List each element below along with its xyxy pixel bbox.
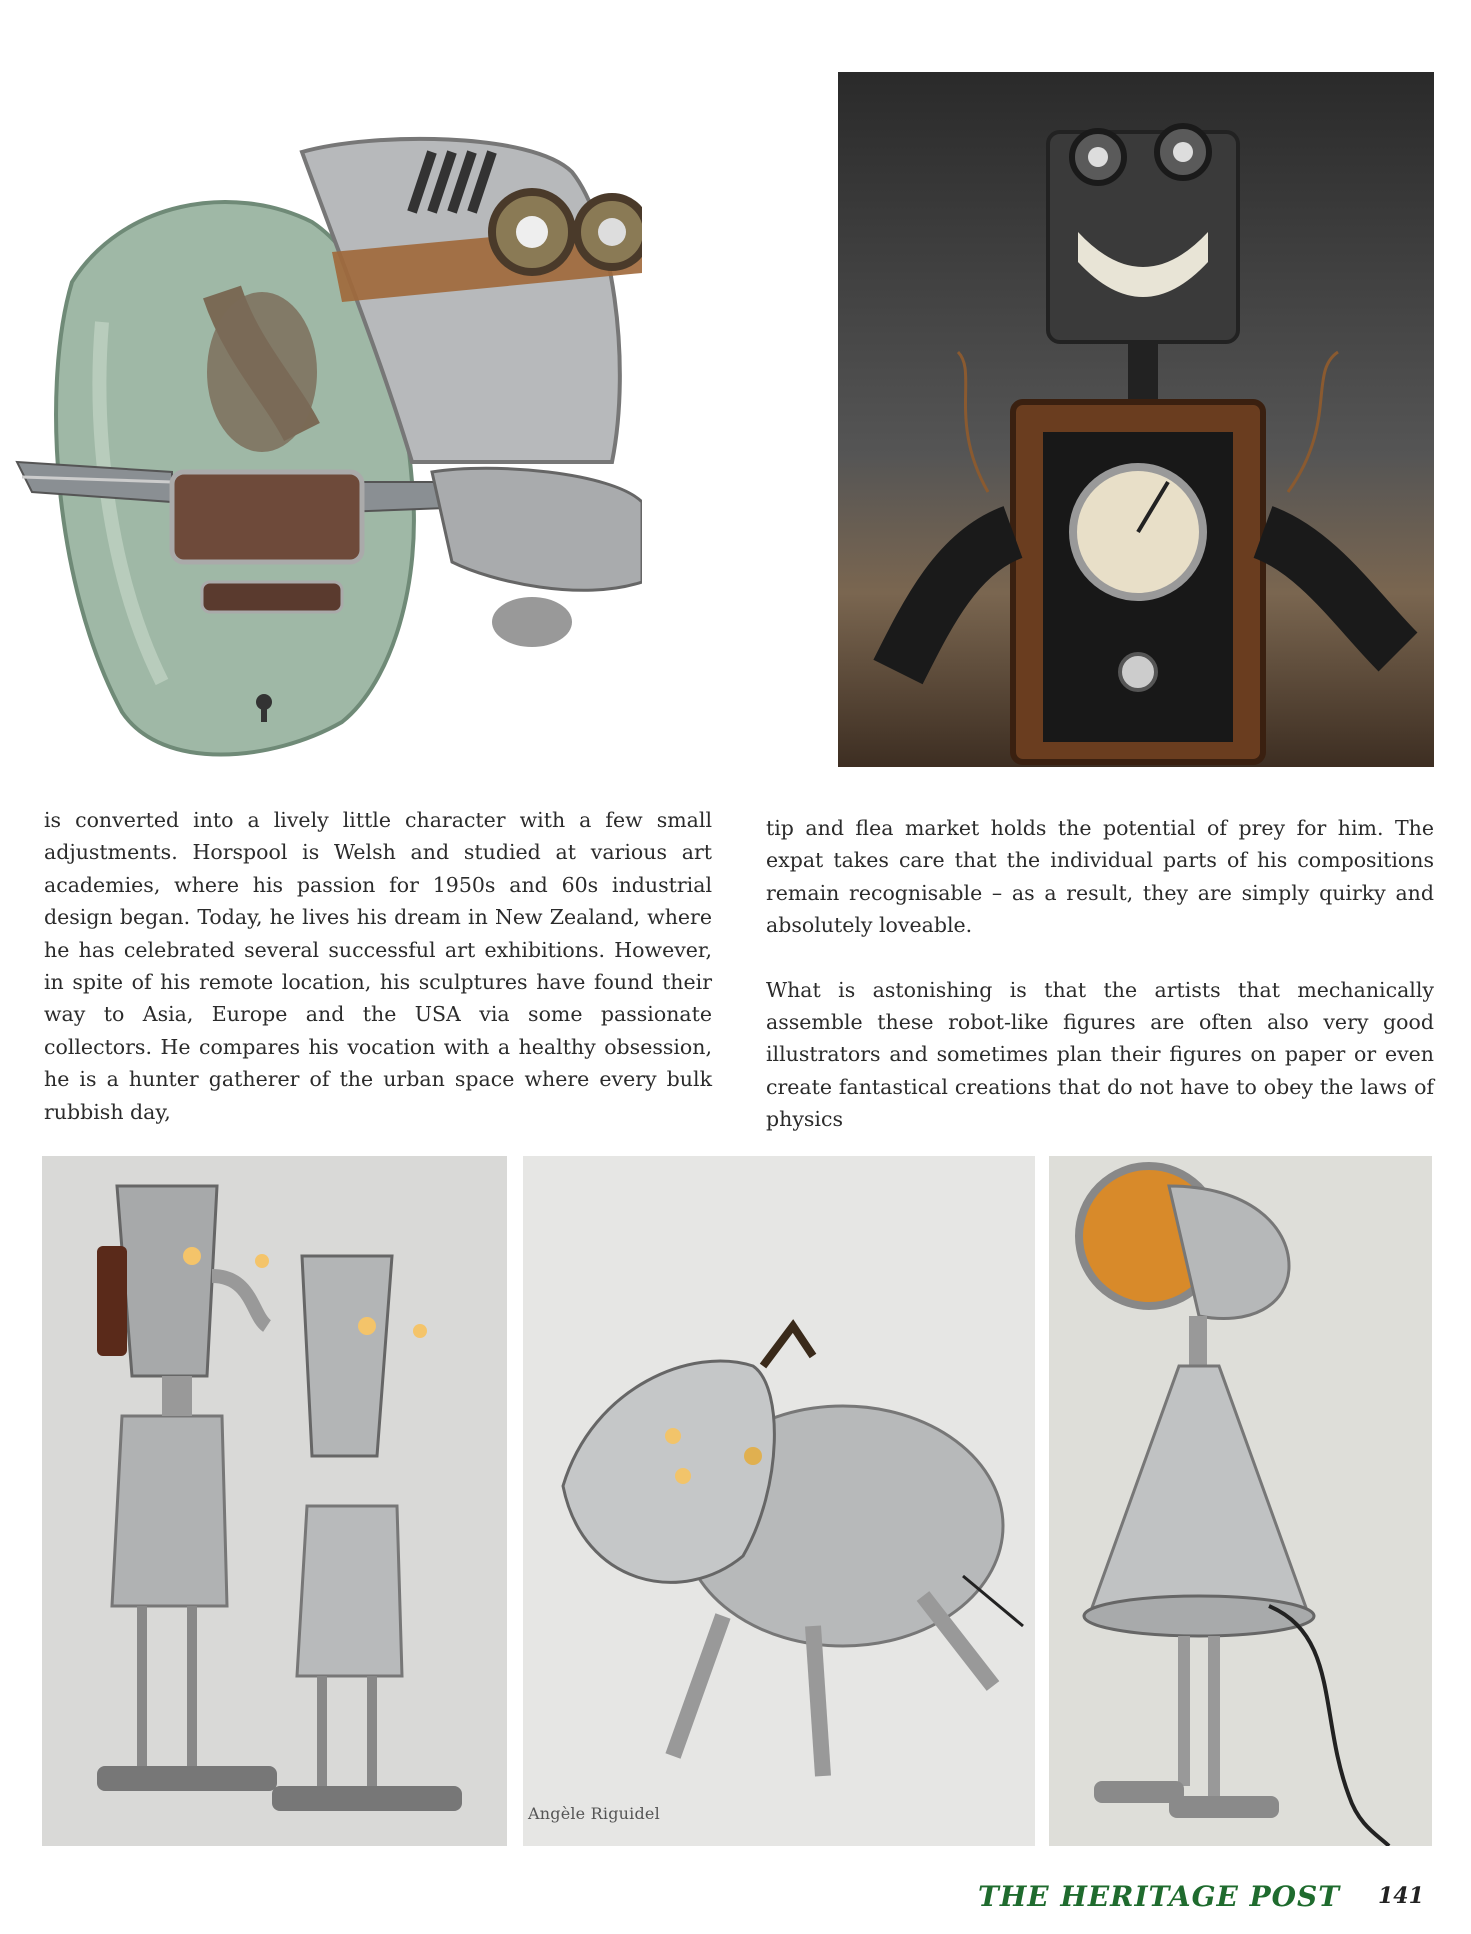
article-right-column [766, 812, 1434, 1136]
page-number: 141 [1378, 1883, 1424, 1909]
photo-credit-bottom: Angèle Riguidel [528, 1804, 660, 1823]
publication-title: THE HERITAGE POST [978, 1880, 1341, 1913]
photo-pig-robot [523, 1156, 1035, 1846]
article-paragraph-right-2: What is astonishing is that the artists that mechanically assemble these robot-like figures are often also very good illustrators and sometimes plan their figures on paper or even create fantastical creations that do not have to obey the laws of physics [766, 977, 1434, 1132]
photo-lamp-robot [1049, 1156, 1432, 1846]
article-paragraph-right-1: tip and flea market holds the potential of prey for him. The expat takes care that the individual parts of his compositions remain recognisable – as a result, they are simply quirky and absolutely loveable. [766, 816, 1434, 938]
article-left-column [44, 804, 712, 1128]
photo-robot-gauge [838, 72, 1434, 767]
article-paragraph-left: is converted into a lively little character with a few small adjustments. Horspool is Welsh and studied at various art academies, where his passion for 1950s and 60s industrial design began. Today, he lives his dream in New Zealand, where he has celebrated several successful art exhibitions. However, in spite of his remote location, his sculptures have found their way to Asia, Europe and the USA via some passionate collectors. He compares his vocation with a healthy obsession, he is a hunter gatherer of the urban space where every bulk rubbish day, [44, 808, 712, 1124]
photo-jug-robots [42, 1156, 507, 1846]
photo-robot-head-green [12, 62, 642, 757]
